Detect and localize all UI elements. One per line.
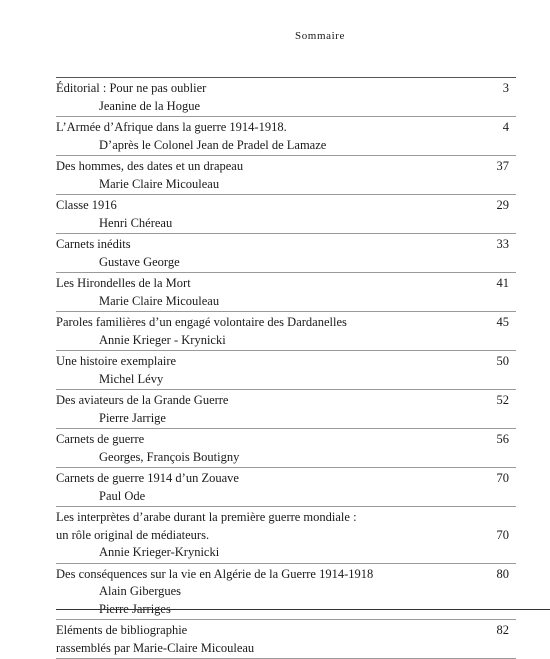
toc-entry-title: Carnets inédits [56, 237, 131, 251]
toc-entry-author: Michel Lévy [99, 371, 164, 386]
toc-title-row [56, 470, 516, 488]
toc-entry [56, 117, 516, 156]
toc-entry [56, 273, 516, 312]
toc-page-number: 45 [496, 315, 509, 329]
toc-entry-title: L’Armée d’Afrique dans la guerre 1914-1918. [56, 120, 287, 134]
toc-entry-author: Pierre Jarrige [99, 410, 166, 425]
footer-divider [56, 609, 550, 610]
page-title: Sommaire [294, 30, 345, 42]
toc-title-row [56, 158, 516, 176]
toc-entry-author: Annie Krieger - Krynicki [99, 332, 226, 347]
toc-title-row [56, 236, 516, 254]
toc-title-row [56, 119, 516, 137]
toc-entry [56, 156, 516, 195]
toc-page-number: 70 [496, 471, 509, 485]
toc-entry-title: Une histoire exemplaire [56, 354, 177, 368]
toc-entry-author: Paul Ode [99, 488, 146, 503]
toc-title-row [56, 197, 516, 215]
toc-entry-title: rassemblés par Marie-Claire Micouleau [56, 640, 255, 655]
toc-page-number: 37 [496, 159, 509, 173]
toc-entry [56, 429, 516, 468]
toc-entry [56, 468, 516, 507]
toc-page-number: 56 [496, 432, 509, 446]
toc-title-row [56, 80, 516, 98]
toc-title-row [56, 566, 516, 584]
toc-page-number: 70 [496, 527, 509, 542]
toc-entry-title: Eléments de bibliographie [56, 623, 188, 637]
toc-page-number: 3 [502, 81, 509, 95]
toc-title-row [56, 431, 516, 449]
toc-entry-author: Henri Chéreau [99, 215, 173, 230]
toc-title-row [56, 314, 516, 332]
toc-entry-author: Georges, François Boutigny [99, 449, 240, 464]
toc-entry-title: Carnets de guerre 1914 d’un Zouave [56, 471, 239, 485]
toc-entry [56, 234, 516, 273]
toc-entry-author: Marie Claire Micouleau [99, 293, 220, 308]
toc-entry-author: D’après le Colonel Jean de Pradel de Lamaze [99, 137, 327, 152]
toc-entry-title: Des conséquences sur la vie en Algérie de la Guerre 1914-1918 [56, 566, 374, 581]
toc-entry [56, 312, 516, 351]
toc-entry [56, 620, 516, 659]
toc-entry [56, 507, 516, 564]
toc-entry-title: Paroles familières d’un engagé volontaire des Dardanelles [56, 315, 347, 329]
toc-entry-author: Marie Claire Micouleau [99, 176, 220, 191]
toc-title-row [56, 392, 516, 410]
toc-page-number: 41 [496, 276, 509, 290]
toc-entry-author: Pierre Jarriges [99, 601, 171, 616]
toc-page-number: 4 [502, 120, 509, 134]
toc-entry [56, 351, 516, 390]
toc-page-number: 29 [496, 198, 509, 212]
toc-title-row [56, 622, 516, 640]
toc-page-number: 82 [496, 623, 509, 637]
toc-entry-title: Classe 1916 [56, 198, 117, 212]
toc-entry-title: un rôle original de médiateurs. [56, 527, 210, 542]
toc-title-row [56, 353, 516, 371]
toc-title-row [56, 509, 516, 527]
toc-entry-title: Les interprètes d’arabe durant la première guerre mondiale : [56, 510, 357, 524]
toc-title-row [56, 527, 516, 545]
toc-entry-title: Des aviateurs de la Grande Guerre [56, 393, 229, 407]
toc-entry [56, 78, 516, 117]
toc-page-number: 33 [496, 237, 509, 251]
toc-page-number: 50 [496, 354, 509, 368]
toc-entry-author: Alain Gibergues [99, 584, 182, 598]
toc-entry-author: Jeanine de la Hogue [99, 98, 201, 113]
toc-title-row [56, 640, 516, 658]
toc-page-number: 80 [496, 566, 509, 581]
toc-entry [56, 195, 516, 234]
toc-entry-author: Annie Krieger-Krynicki [99, 545, 220, 559]
toc-entry-title: Les Hirondelles de la Mort [56, 276, 191, 290]
toc-entry-author: Gustave George [99, 254, 180, 269]
toc-entry-title: Carnets de guerre [56, 432, 145, 446]
toc-entry [56, 390, 516, 429]
toc-entry-title: Des hommes, des dates et un drapeau [56, 159, 244, 173]
toc-page-number: 52 [496, 393, 509, 407]
toc-title-row [56, 275, 516, 293]
toc-entry-title: Éditorial : Pour ne pas oublier [56, 81, 207, 95]
toc-entry [56, 564, 516, 621]
table-of-contents [56, 77, 516, 659]
